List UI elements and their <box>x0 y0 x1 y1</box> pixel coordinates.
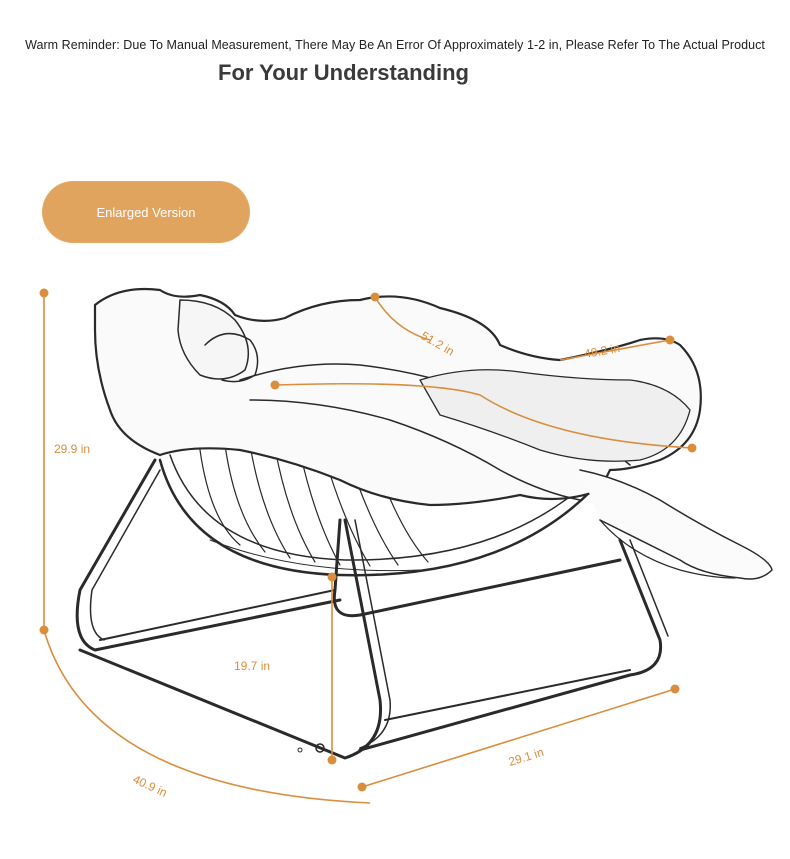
seat-height-label: 19.7 in <box>234 659 271 673</box>
page-headline: For Your Understanding <box>218 60 469 85</box>
cushion-arc-label: 51.2 in <box>418 328 457 359</box>
width-label: 29.1 in <box>506 744 546 769</box>
measurement-notice: Warm Reminder: Due To Manual Measurement, There May Be An Error Of Approximately 1-2 in, Please Refer To The Actual Product <box>25 38 765 52</box>
height-label: 29.9 in <box>54 442 91 456</box>
enlarged-version-label: Enlarged Version <box>96 204 196 220</box>
depth-label: 40.9 in <box>130 772 170 800</box>
cushion-width-label: 49.2 in <box>583 340 622 361</box>
rocking-chair-drawing <box>77 289 772 758</box>
width-dimension-line <box>362 689 675 787</box>
